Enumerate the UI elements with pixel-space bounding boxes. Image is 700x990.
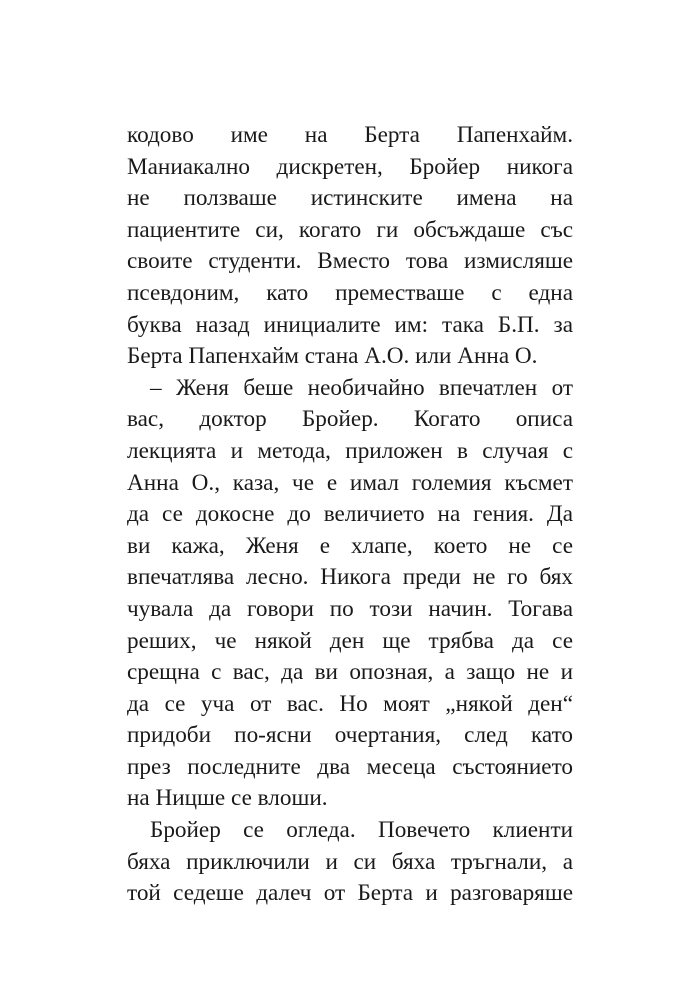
text-line: кодово име на Берта Папенхайм. <box>127 122 573 148</box>
text-line: буква назад инициалите им: така Б.П. за <box>127 311 573 338</box>
text-line: пациентите си, когато ги обсъждаше със <box>127 216 573 243</box>
text-line: Маниакално дискретен, Бройер никога <box>127 153 573 180</box>
text-line: Бройер се огледа. Повечето клиенти <box>150 817 573 844</box>
text-line: придоби по-ясни очертания, след като <box>127 722 573 749</box>
text-line: чувала да говори по този начин. Тогава <box>127 595 573 622</box>
text-line: лекцията и метода, приложен в случая с <box>127 437 573 464</box>
text-line: бяха приключили и си бяха тръгнали, а <box>127 848 573 875</box>
text-line: през последните два месеца състоянието <box>127 753 573 780</box>
text-line: Анна О., каза, че е имал големия късмет <box>127 469 573 496</box>
text-line: да се уча от вас. Но моят „някой ден“ <box>127 690 573 717</box>
text-line: срещна с вас, да ви опозная, а защо не и <box>127 659 573 686</box>
text-line: псевдоним, като преместваше с една <box>127 279 573 306</box>
text-line: ви кажа, Женя е хлапе, което не се <box>127 532 573 559</box>
text-line: да се докосне до величието на гения. Да <box>127 501 573 528</box>
text-line: впечатлява лесно. Никога преди не го бях <box>127 564 573 591</box>
body-text <box>127 120 573 910</box>
text-line: реших, че някой ден ще трябва да се <box>127 627 573 654</box>
text-line: – Женя беше необичайно впечатлен от <box>150 374 573 401</box>
text-line: вас, доктор Бройер. Когато описа <box>127 406 573 433</box>
text-line: своите студенти. Вместо това измисляше <box>127 248 573 275</box>
text-line: Берта Папенхайм стана А.О. или Анна О. <box>127 343 538 370</box>
text-line: не ползваше истинските имена на <box>127 185 573 212</box>
text-line: на Ницше се влоши. <box>127 785 328 812</box>
text-line: той седеше далеч от Берта и разговаряше <box>127 880 573 907</box>
